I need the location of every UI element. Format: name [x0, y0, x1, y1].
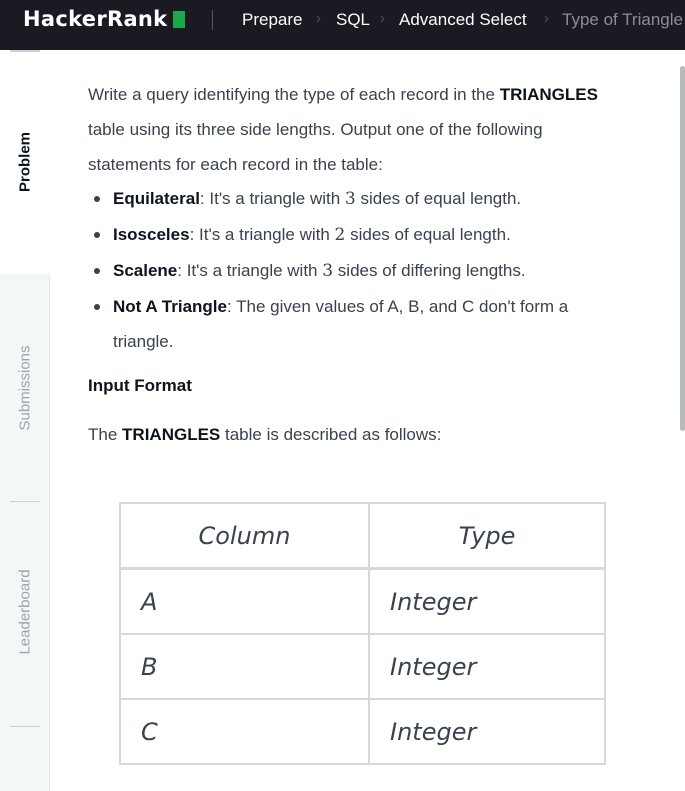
- tab-submissions[interactable]: Submissions: [16, 345, 34, 431]
- cell-type: Integer: [369, 634, 605, 699]
- breadcrumb-type-of-triangle: Type of Triangle: [562, 10, 683, 29]
- scrollbar[interactable]: [680, 66, 685, 431]
- chevron-right-icon: ›: [544, 10, 549, 27]
- cell-type: Integer: [369, 569, 605, 635]
- table-row: [120, 634, 605, 699]
- cell-column: B: [120, 634, 369, 699]
- breadcrumb-advanced-select[interactable]: Advanced Select: [399, 10, 527, 29]
- table-row: [120, 569, 605, 635]
- cell-type: Integer: [369, 699, 605, 764]
- table-name: TRIANGLES: [499, 85, 598, 104]
- cell-column: C: [120, 699, 369, 764]
- list-item: Isosceles: It's a triangle with 2 sides of equal length.: [88, 217, 608, 253]
- column-header-type: Type: [369, 503, 605, 569]
- cell-column: A: [120, 569, 369, 635]
- table-row: [120, 699, 605, 764]
- hackerrank-logo[interactable]: HackerRank: [23, 7, 168, 31]
- tab-separator: [10, 726, 40, 727]
- list-item: Not A Triangle: The given values of A, B, and C don't form a triangle.: [88, 289, 608, 359]
- top-nav: [0, 0, 685, 50]
- problem-intro: Write a query identifying the type of each record in the TRIANGLES table using its three side lengths. Output one of the following statements for each record in the table:: [88, 85, 598, 174]
- side-tab-bar: [0, 50, 50, 791]
- logo-cursor-block: [173, 11, 185, 28]
- column-header-column: Column: [120, 503, 369, 569]
- tab-separator: [10, 50, 40, 52]
- list-item: Equilateral: It's a triangle with 3 sides of equal length.: [88, 181, 608, 217]
- breadcrumb-prepare[interactable]: Prepare: [242, 10, 303, 29]
- triangle-types-list: [88, 181, 608, 359]
- table-header-row: [120, 503, 605, 569]
- chevron-right-icon: ›: [380, 10, 385, 27]
- input-format-heading: Input Format: [88, 376, 192, 395]
- list-item: Scalene: It's a triangle with 3 sides of differing lengths.: [88, 253, 608, 289]
- table-description: The TRIANGLES table is described as follows:: [88, 425, 442, 444]
- tab-problem[interactable]: Problem: [16, 131, 34, 193]
- schema-table: [119, 502, 606, 765]
- nav-divider: [212, 10, 213, 30]
- tab-leaderboard[interactable]: Leaderboard: [16, 569, 34, 655]
- tab-separator: [10, 501, 40, 502]
- chevron-right-icon: ›: [316, 10, 321, 27]
- breadcrumb-sql[interactable]: SQL: [336, 10, 371, 29]
